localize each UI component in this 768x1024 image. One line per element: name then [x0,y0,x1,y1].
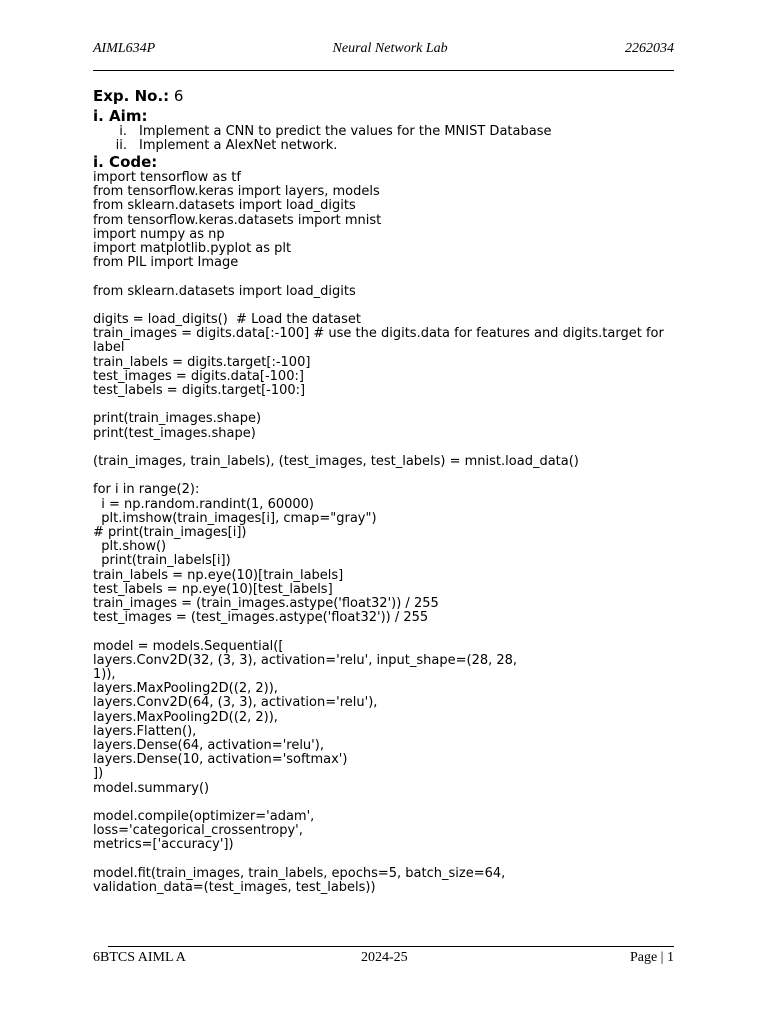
code-line: (train_images, train_labels), (test_images, test_labels) = mnist.load_data() [93,454,579,469]
code-line: print(train_labels[i]) [93,553,231,569]
code-line: layers.Dense(64, activation='relu'), [93,738,324,754]
code-line: import matplotlib.pyplot as plt [93,241,292,257]
page-footer [93,950,674,966]
code-line: from sklearn.datasets import load_digits [93,198,356,214]
code-line: test_images = (test_images.astype('float32')) / 255 [93,610,429,626]
experiment-value: 6 [173,87,184,105]
code-line: from tensorflow.keras.datasets import mnist [93,212,382,228]
code-line: train_images = digits.data[:-100] # use the digits.data for features and digits.target for [93,326,664,342]
student-id: 2262034 [625,41,674,56]
code-line: model.compile(optimizer='adam', [93,809,315,825]
code-line: from tensorflow.keras import layers, models [93,184,380,200]
lab-name: Neural Network Lab [332,41,448,56]
aim-list [93,125,678,153]
code-line [93,469,678,483]
code-line: layers.MaxPooling2D((2, 2)), [93,709,278,725]
code-line: plt.imshow(train_images[i], cmap="gray") [93,510,377,526]
code-line: import tensorflow as tf [93,170,241,185]
code-line: model = models.Sequential([ [93,638,284,654]
code-line: import numpy as np [93,226,225,242]
page-number: Page | 1 [629,950,674,965]
aim-item-marker: ii. [115,138,127,153]
code-line [93,625,678,639]
code-line: label [93,340,125,356]
code-line [93,796,678,810]
code-block [93,171,678,895]
code-line: from PIL import Image [93,255,239,271]
code-line: i = np.random.randint(1, 60000) [93,496,314,512]
code-line: for i in range(2): [93,482,200,498]
code-line: train_labels = np.eye(10)[train_labels] [93,567,344,583]
class-name: 6BTCS AIML A [93,950,186,965]
aim-item-marker: i. [119,124,127,139]
experiment-label: Exp. No.: [93,87,170,105]
code-line: layers.Conv2D(32, (3, 3), activation='relu', input_shape=(28, 28, [93,652,518,668]
code-line: test_labels = digits.target[-100:] [93,383,306,399]
header-divider [93,70,674,71]
code-line: plt.show() [93,539,167,555]
code-line: layers.Dense(10, activation='softmax') [93,752,348,768]
code-line: print(test_images.shape) [93,425,256,441]
code-line: model.summary() [93,780,210,796]
code-line: from sklearn.datasets import load_digits [93,283,356,299]
academic-year: 2024-25 [361,950,408,965]
aim-item-text: Implement a CNN to predict the values for the MNIST Database [139,124,552,139]
code-line: train_images = (train_images.astype('float32')) / 255 [93,596,439,612]
code-line: digits = load_digits() # Load the dataset [93,312,362,327]
code-line: layers.Conv2D(64, (3, 3), activation='relu'), [93,695,378,711]
aim-item-text: Implement a AlexNet network. [139,138,338,153]
code-line: layers.MaxPooling2D((2, 2)), [93,681,278,697]
aim-item [93,125,678,139]
code-line: 1)), [93,667,116,683]
footer-divider [108,946,674,947]
code-heading: i. Code: [93,153,158,171]
code-line: validation_data=(test_images, test_labels)) [93,880,376,896]
aim-heading: i. Aim: [93,107,148,125]
code-line: train_labels = digits.target[:-100] [93,354,311,370]
experiment-number [93,85,678,107]
code-line [93,270,678,284]
page-header [93,41,674,57]
code-line: ]) [93,766,104,782]
aim-item [93,139,678,153]
code-line: layers.Flatten(), [93,723,197,739]
code-line: model.fit(train_images, train_labels, epochs=5, batch_size=64, [93,865,506,881]
code-line [93,398,678,412]
code-line [93,853,678,867]
code-line: loss='categorical_crossentropy', [93,823,303,839]
page-content [93,85,678,895]
code-line: test_labels = np.eye(10)[test_labels] [93,581,333,597]
code-line: metrics=['accuracy']) [93,837,234,853]
course-code: AIML634P [93,41,156,56]
code-line: test_images = digits.data[-100:] [93,368,304,384]
code-line [93,299,678,313]
code-line: print(train_images.shape) [93,411,262,427]
code-line: # print(train_images[i]) [93,525,247,540]
code-line [93,441,678,455]
